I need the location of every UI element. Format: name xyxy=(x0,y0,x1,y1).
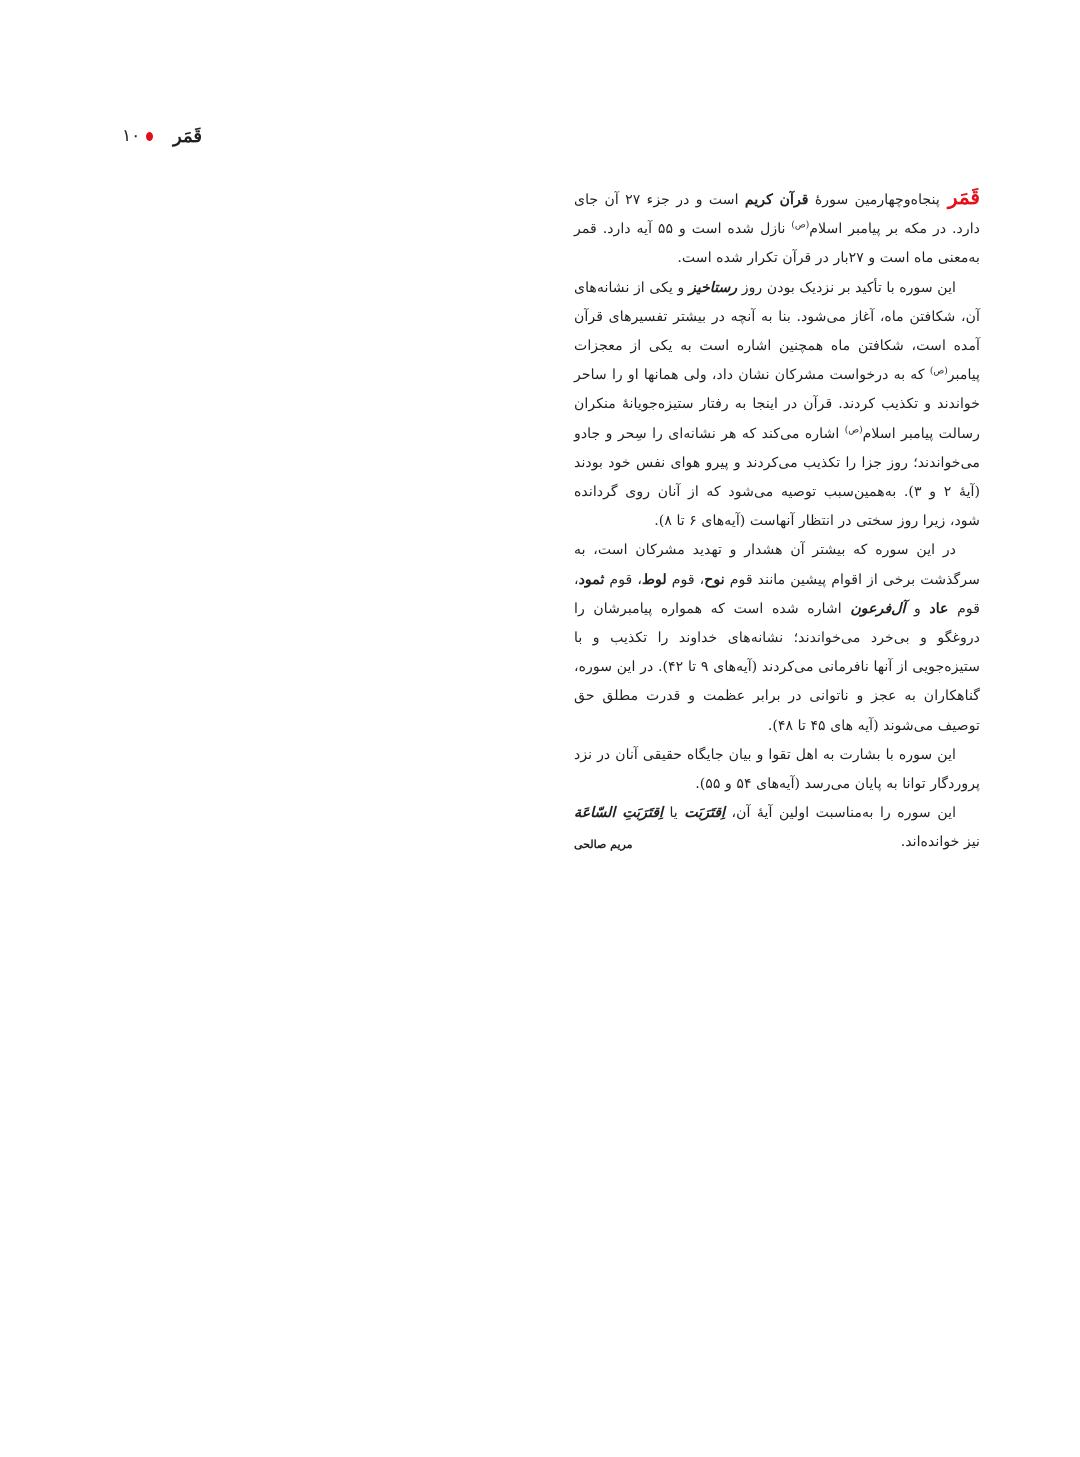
text-span: یا xyxy=(662,805,685,822)
red-dot-icon xyxy=(146,132,153,141)
term-nuh: نوح xyxy=(704,571,725,588)
paragraph-4: این سوره با بشارت به اهل تقوا و بیان جایگاه حقیقی آنان در نزد پروردگار توانا به پایان می‌رسد (آیه‌های ۵۴ و ۵۵). xyxy=(574,746,980,793)
running-header xyxy=(122,122,202,150)
quran-karim-bold: قرآن کریم xyxy=(744,192,809,208)
paragraph-5 xyxy=(574,799,980,857)
running-header-title: قَمَر xyxy=(173,125,202,147)
text-span: در این سوره که بیشتر آن هشدار و تهدید مشرکان است، به سرگذشت برخی از اقوام پیشین مانند قوم xyxy=(574,542,980,588)
author-signature: مریم صالحی xyxy=(574,838,633,852)
entry-headword: قَمَر xyxy=(947,185,980,209)
term-iqtarabat-al-saah: اِقتَرَبَتِ السّاعَة xyxy=(574,805,663,822)
text-span: این سوره با تأکید بر نزدیک بودن روز xyxy=(737,279,956,296)
text-span: ، قوم xyxy=(666,571,705,588)
term-al-firawn: آل‌فرعون xyxy=(850,600,906,617)
honorific-superscript: (ص) xyxy=(791,220,810,231)
text-span: که به درخواست مشرکان نشان داد، ولی همانها او را ساحر خواندند و تکذیب کردند. قرآن در اینجا به رفتار ستیزه‌جویانۀ منکران رسالت پیامبر اسلام xyxy=(574,367,980,442)
term-thamud: ثمود xyxy=(578,571,605,588)
text-span: است و در جزء ۲۷ آن جای دارد. در مکه بر پیامبر اسلام xyxy=(574,192,980,238)
text-span: نیز خوانده‌اند. xyxy=(900,834,980,851)
honorific-superscript: (ص) xyxy=(844,424,863,435)
encyclopedia-article xyxy=(574,183,980,860)
paragraph-3 xyxy=(574,536,980,740)
text-span: و xyxy=(905,600,930,617)
text-span: نازل شده است و ۵۵ آیه دارد. قمر به‌معنی ماه است و ۲۷بار در قرآن تکرار شده است. xyxy=(574,221,980,267)
text-span: اشاره شده است که همواره پیامبرشان را دروغگو و بی‌خرد می‌خواندند؛ نشانه‌های خداوند را تکذیب و با ستیزه‌جویی از آنها نافرمانی می‌کردند (آیه‌های ۹ تا ۴۲). در این سوره، گناهکاران به عجز و ناتوانی در برابر عظمت و قدرت مطلق حق توصیف می‌شوند (آیه های ۴۵ تا ۴۸). xyxy=(574,600,980,734)
page-number: ۱۰ xyxy=(122,126,141,146)
text-span: ، قوم xyxy=(604,571,642,588)
text-span: این سوره را به‌مناسبت اولین آیۀ آن، xyxy=(724,805,957,822)
text-span: ، قوم xyxy=(574,571,980,617)
text-span: اشاره می‌کند که هر نشانه‌ای را سِحر و جادو می‌خواندند؛ روز جزا را تکذیب می‌کردند و پیرو هوای نفس خود بودند (آیۀ ۲ و ۳). به‌همین‌سبب توصیه می‌شود که از آنان روی گردانده شود، زیرا روز سختی در انتظار آنهاست (آیه‌های ۶ تا ۸). xyxy=(574,425,981,530)
text-span: و یکی از نشانه‌های آن، شکافتن ماه، آغاز می‌شود. بنا به آنچه در بیشتر تفسیرهای قرآن آمده است، شکافتن ماه همچنین اشاره است به یکی از معجزات پیامبر xyxy=(574,279,980,384)
honorific-superscript: (ص) xyxy=(929,366,948,377)
term-iqtarabat: اِقتَرَبَت xyxy=(684,805,725,822)
paragraph-2 xyxy=(574,274,980,537)
term-lut: لوط xyxy=(641,571,667,588)
text-span: پنجاه‌وچهارمین سورۀ xyxy=(808,192,940,208)
term-ad: عاد xyxy=(929,600,949,617)
paragraph-1 xyxy=(574,183,980,274)
rastakhiz-term: رستاخیز xyxy=(688,279,738,296)
